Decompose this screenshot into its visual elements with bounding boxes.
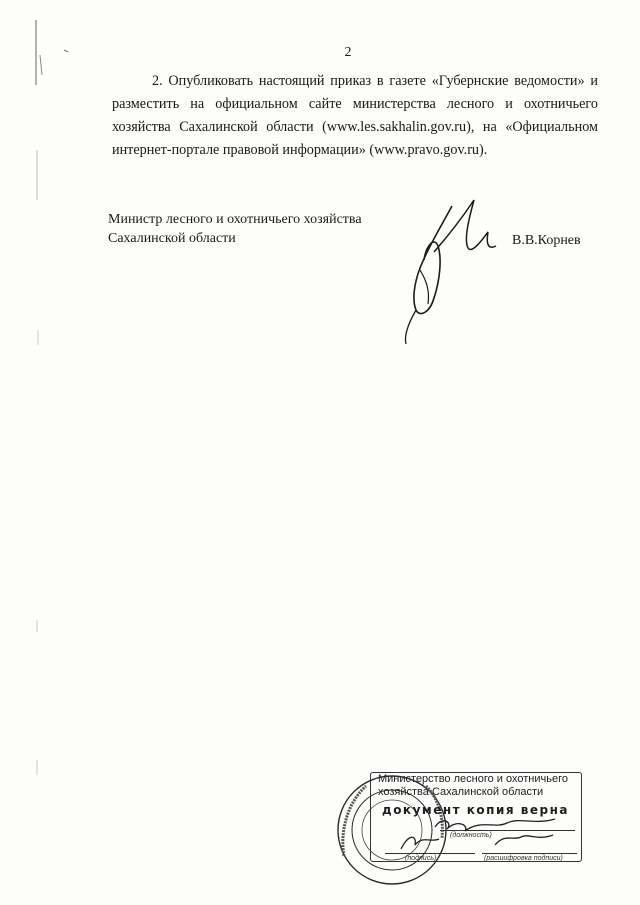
stamp-org-line-1: Министерство лесного и охотничьего xyxy=(378,773,568,785)
stamp-position-caption: (должность) xyxy=(450,832,492,839)
page-number: 2 xyxy=(344,45,352,60)
handwritten-signature xyxy=(390,188,520,348)
stamp-decode-caption: (расшифровка подписи) xyxy=(484,855,563,862)
publication-paragraph: 2. Опубликовать настоящий приказ в газете «Губернские ведомости» и разместить на официальном сайте министерства лесного и охотничьего хозяйства Сахалинской области (www.les.sakhalin.gov.ru), на «Официальном интернет-портале правовой информации» (www.pravo.gov.ru). xyxy=(112,73,598,158)
signatory-title xyxy=(108,210,388,248)
signatory-title-line-1: Министр лесного и охотничьего хозяйства xyxy=(108,212,362,227)
stamp-handwriting xyxy=(395,805,575,857)
signatory-title-line-2: Сахалинской области xyxy=(108,231,236,246)
signatory-name: В.В.Корнев xyxy=(512,233,581,248)
stamp-copy-label: документ копия верна xyxy=(382,803,569,817)
scan-margin-marks xyxy=(0,0,80,905)
stamp-signature-caption: (подпись) xyxy=(405,855,437,862)
stamp-org-line-2: хозяйства Сахалинской области xyxy=(378,786,544,798)
